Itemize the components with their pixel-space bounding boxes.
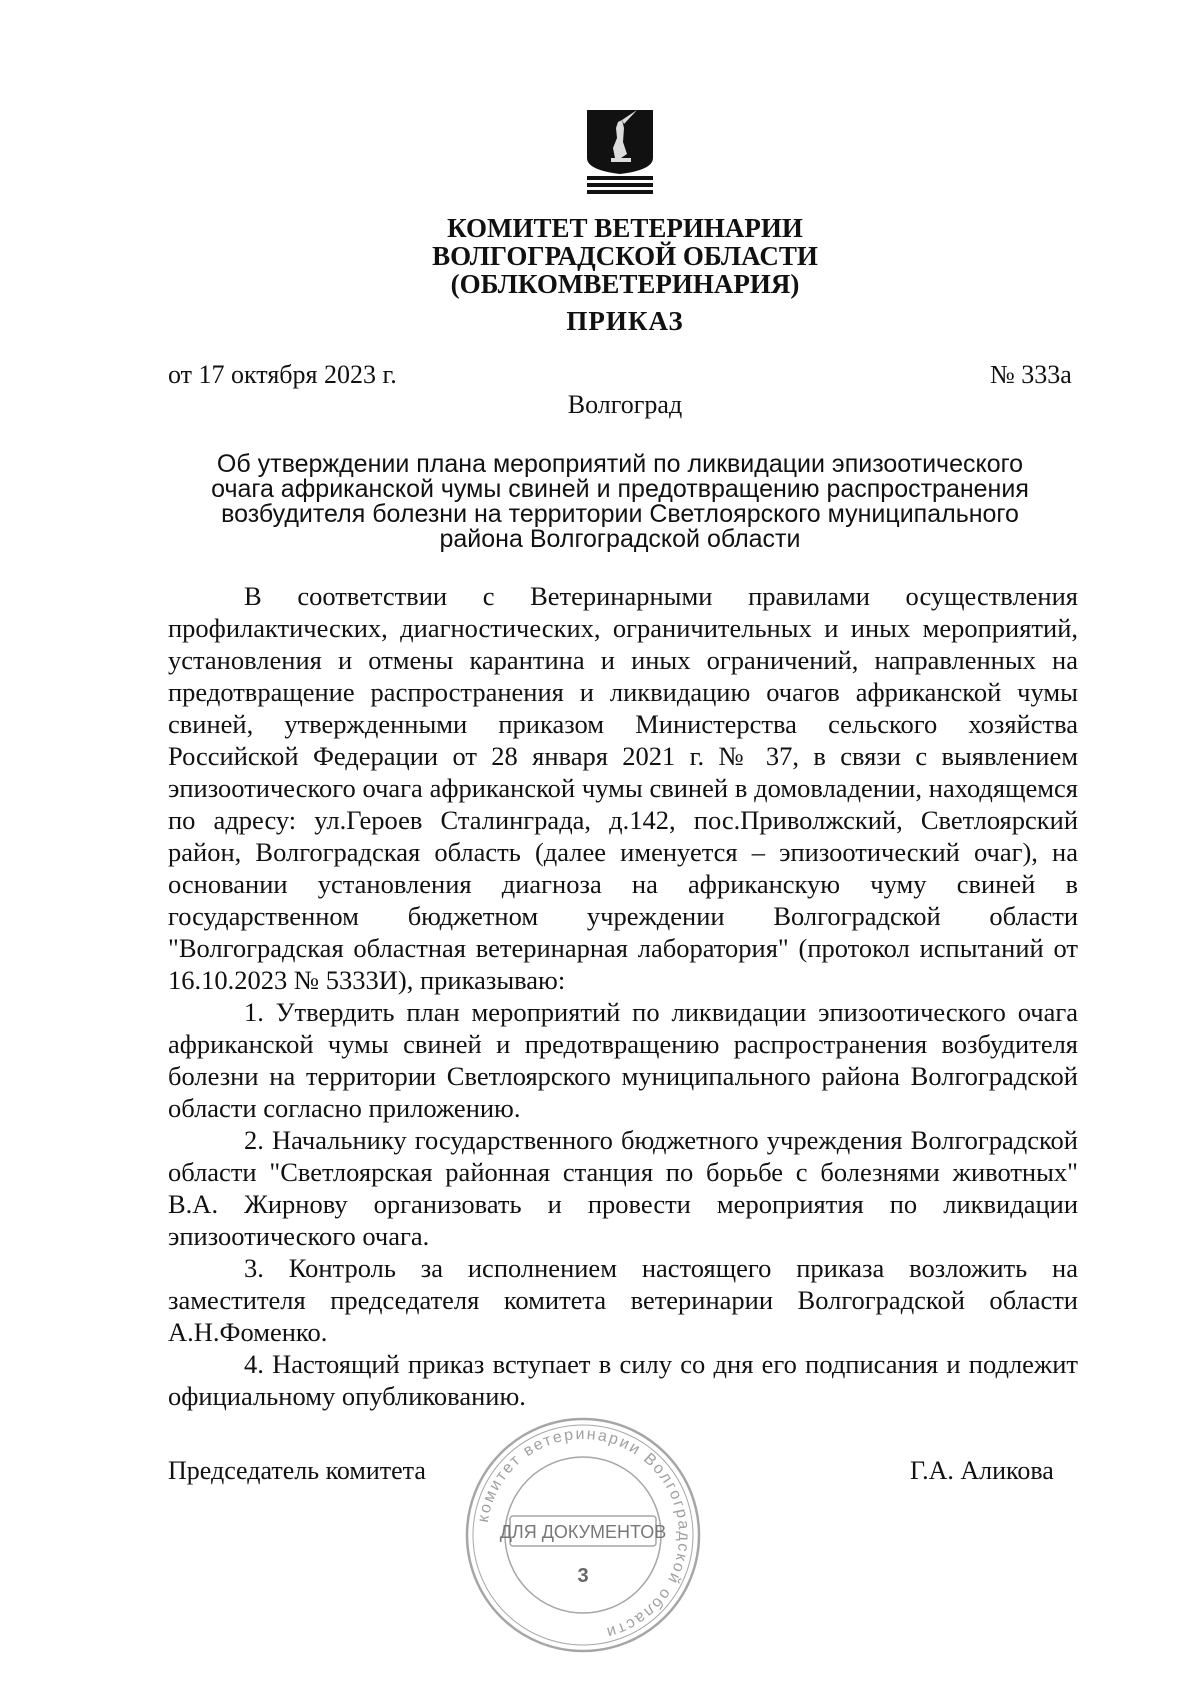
order-item-3: 3. Контроль за исполнением настоящего приказа возложить на заместителя председателя комитета ветеринарии Волгоградской области А.Н.Фоменко. bbox=[168, 1253, 1078, 1347]
coat-of-arms-icon bbox=[585, 108, 655, 198]
organization-name bbox=[0, 214, 1200, 298]
official-seal-stamp bbox=[458, 1410, 708, 1660]
preamble-paragraph: В соответствии с Ветеринарными правилами осуществления профилактических, диагностических, ограничительных и иных мероприятий, установления и отмены карантина и иных ограничений, направленных на предотвращение распространения и ликвидацию очагов африканской чумы свиней, утвержденными приказом Министерства сельского хозяйства Российской Федерации от 28 января 2021 г. № 37, в связи с выявлением эпизоотического очага африканской чумы свиней в домовладении, находящемся по адресу: ул.Героев Сталинграда, д.142, пос.Приволжский, Светлоярский район, Волгоградская область (далее именуется – эпизоотический очаг), на основании установления диагноза на африканскую чуму свиней в государственном бюджетном учреждении Волгоградской области "Волгоградская областная ветеринарная лаборатория" (протокол испытаний от 16.10.2023 № 5333И), приказываю: bbox=[168, 581, 1078, 995]
document-title: Об утверждении плана мероприятий по ликвидации эпизоотического очага африканской чумы свиней и предотвращению распространения возбудителя болезни на территории Светлоярского муниципального района Волгоградской области bbox=[211, 450, 1029, 553]
order-item-1: 1. Утвердить план мероприятий по ликвидации эпизоотического очага африканской чумы свиней и предотвращению распространения возбудителя болезни на территории Светлоярского муниципального района Волгоградской области согласно приложению. bbox=[168, 997, 1078, 1123]
document-type: ПРИКАЗ bbox=[566, 306, 684, 336]
document-body bbox=[168, 580, 1078, 1412]
document-city: Волгоград bbox=[567, 390, 683, 419]
org-line-3: (ОБЛКОМВЕТЕРИНАРИЯ) bbox=[450, 269, 800, 299]
signatory-role: Председатель комитета bbox=[168, 1456, 426, 1485]
org-line-2: ВОЛГОГРАДСКОЙ ОБЛАСТИ bbox=[432, 241, 818, 271]
document-date: от 17 октября 2023 г. bbox=[168, 360, 397, 389]
org-line-1: КОМИТЕТ ВЕТЕРИНАРИИ bbox=[447, 213, 803, 243]
seal-number: 3 bbox=[577, 1565, 589, 1587]
signatory-name: Г.А. Аликова bbox=[910, 1456, 1054, 1485]
order-item-4: 4. Настоящий приказ вступает в силу со дня его подписания и подлежит официальному опубликованию. bbox=[168, 1349, 1078, 1411]
document-number: № 333а bbox=[990, 360, 1072, 389]
order-item-2: 2. Начальнику государственного бюджетного учреждения Волгоградской области "Светлоярская районная станция по борьбе с болезнями животных" В.А. Жирнову организовать и провести мероприятия по ликвидации эпизоотического очага. bbox=[168, 1125, 1078, 1251]
seal-center-text: ДЛЯ ДОКУМЕНТОВ bbox=[499, 1522, 667, 1542]
seal-ring-text: комитет ветеринарии Волгоградской области bbox=[474, 1425, 693, 1642]
